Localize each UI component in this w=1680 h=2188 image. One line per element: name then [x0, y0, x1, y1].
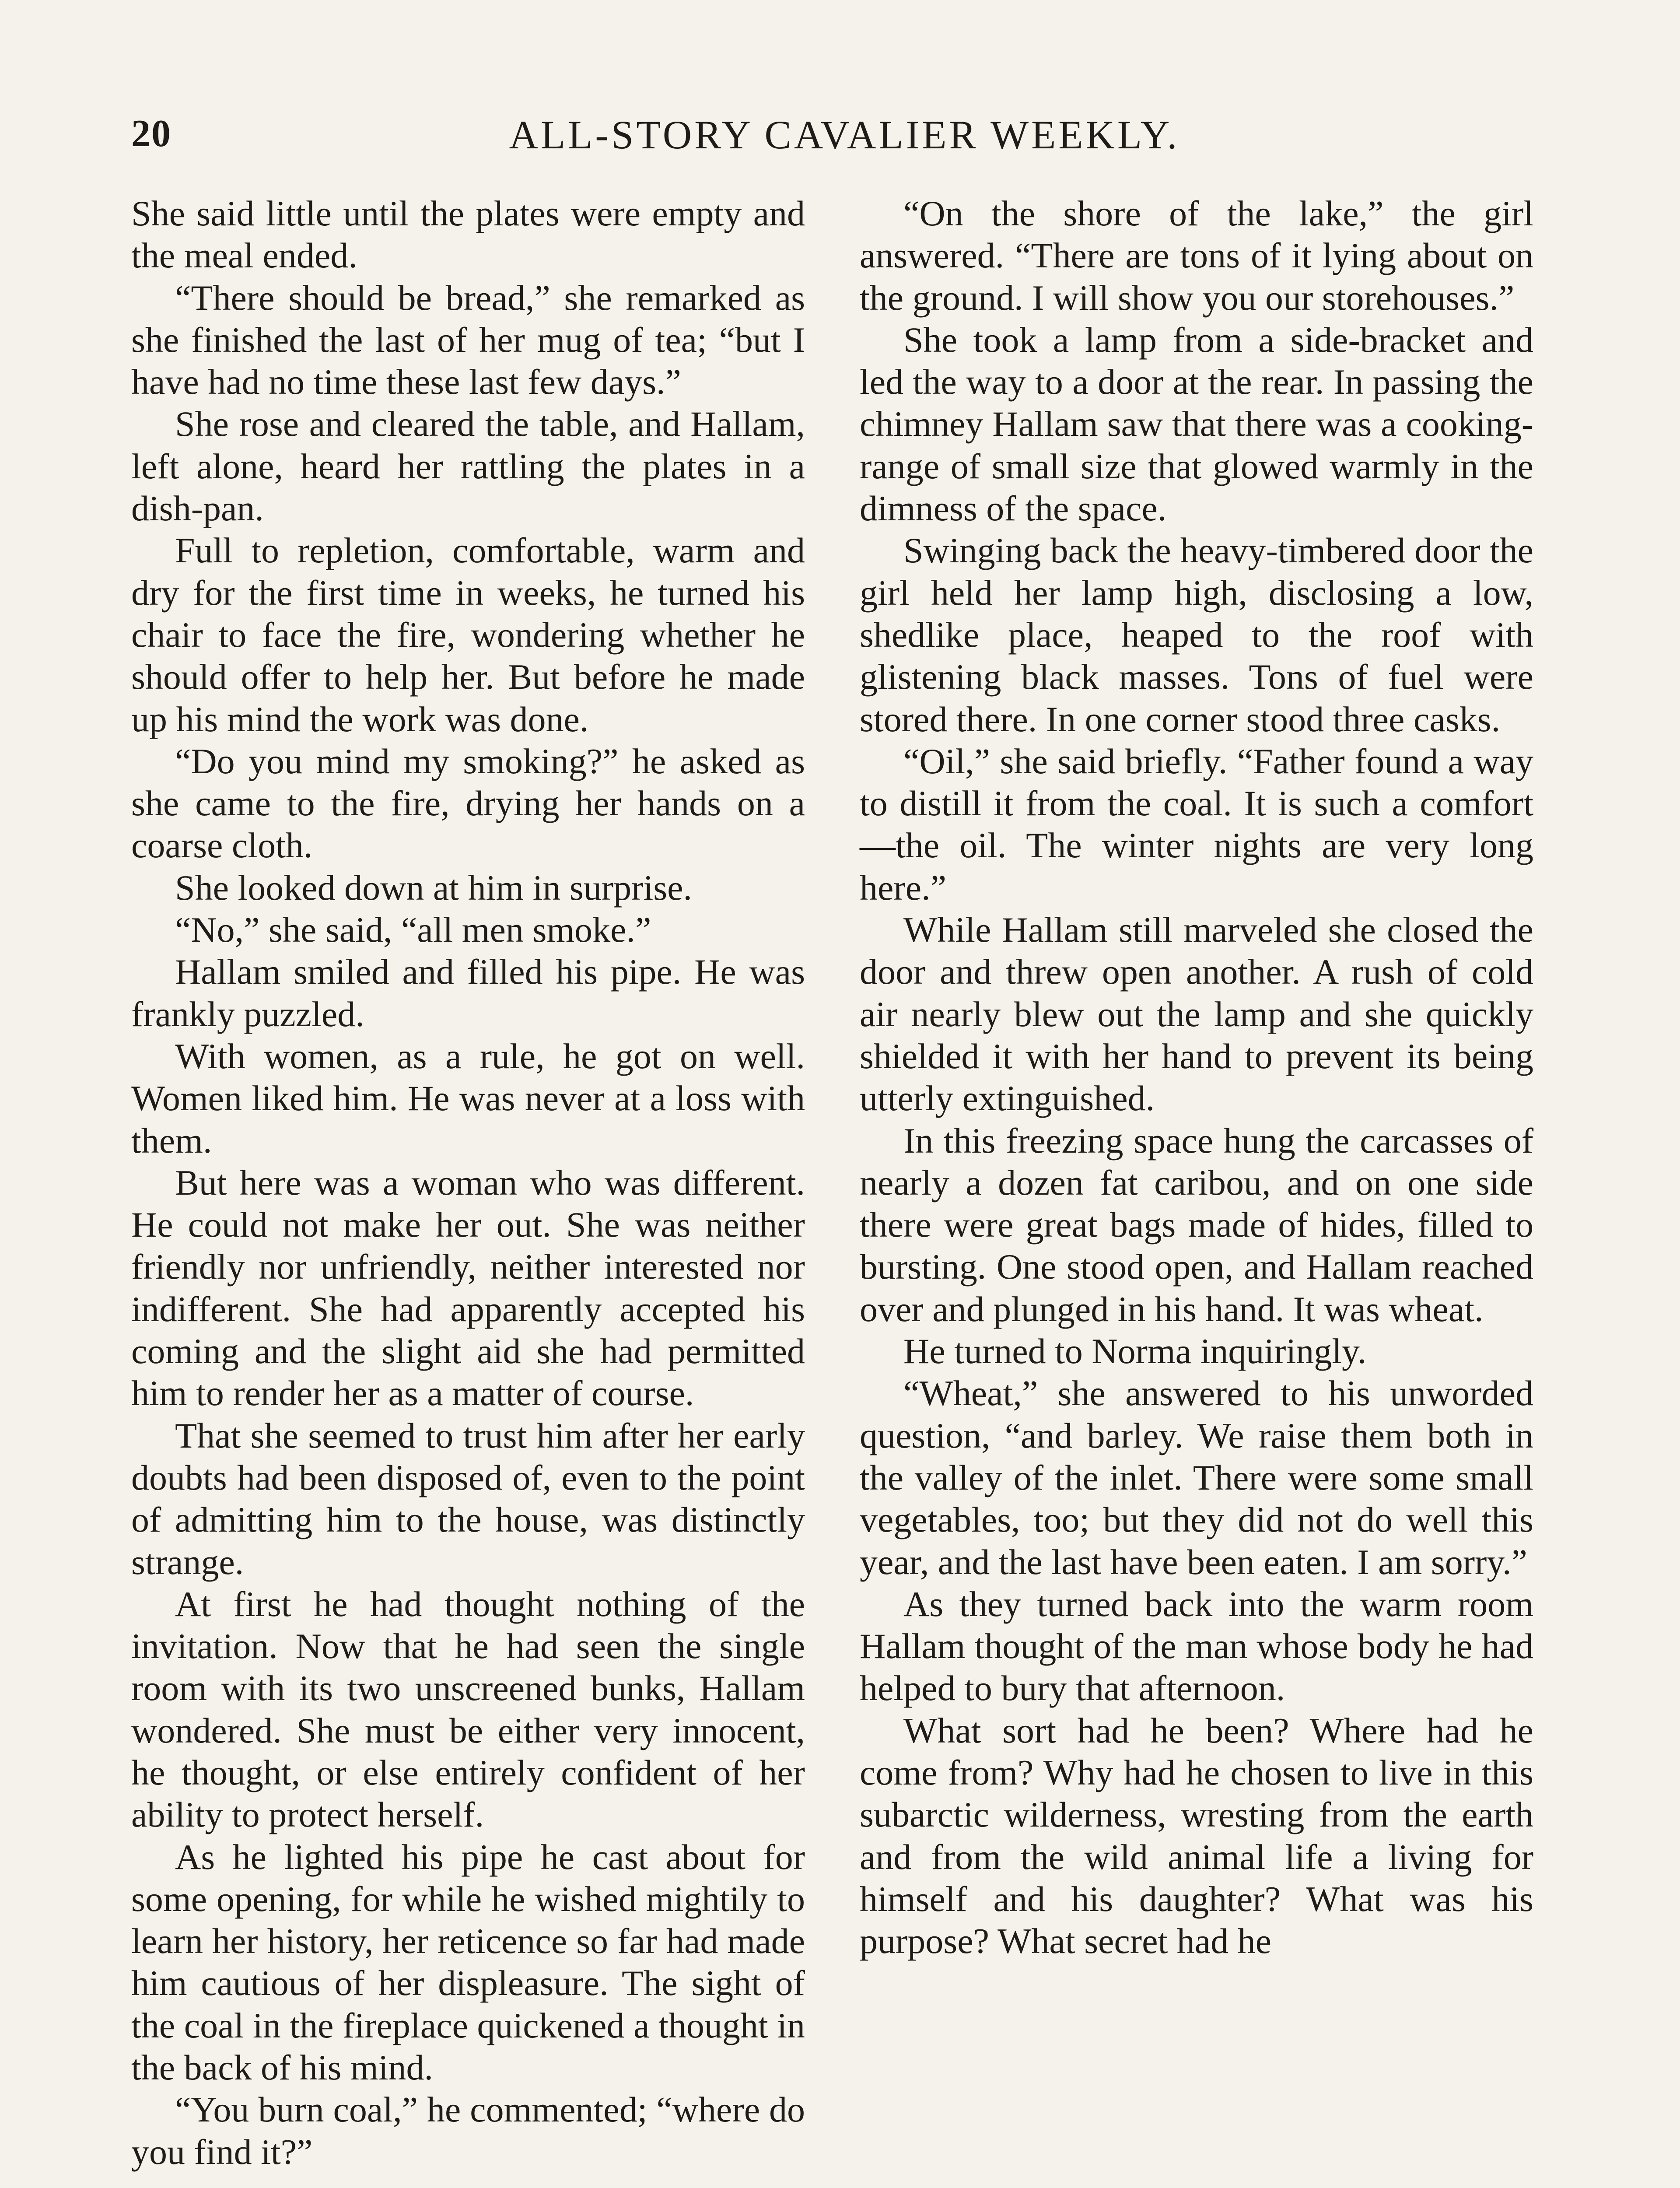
- paragraph: As he lighted his pipe he cast about for some opening, for while he wished mightily to learn her history, her reticence so far had made him cautious of her displeasure. The sight of the coal in the fireplace quickened a thought in the back of his mind.: [131, 1837, 805, 2088]
- paragraph: “Do you mind my smoking?” he asked as she came to the fire, drying her hands on a coarse cloth.: [131, 741, 805, 866]
- paragraph: In this freezing space hung the carcasses of nearly a dozen fat caribou, and on one side there were great bags made of hides, filled to bursting. One stood open, and Hallam reached over and plunged in his hand. It was wheat.: [860, 1120, 1533, 1329]
- page-number: 20: [131, 112, 172, 155]
- paragraph: “Oil,” she said briefly. “Father found a way to distill it from the coal. It is such a comfort—the oil. The winter nights are very long here.”: [860, 741, 1533, 908]
- paragraph: That she seemed to trust him after her early doubts had been disposed of, even to the point of admitting him to the house, was distinctly strange.: [131, 1415, 805, 1582]
- paragraph: At first he had thought nothing of the invitation. Now that he had seen the single room with its two unscreened bunks, Hallam wondered. She must be either very innocent, he thought, or else entirely confident of her ability to protect herself.: [131, 1584, 805, 1835]
- paragraph: What sort had he been? Where had he come from? Why had he chosen to live in this subarctic wilderness, wresting from the earth and from the wild animal life a living for himself and his daughter? What was his purpose? What secret had he: [860, 1710, 1533, 1961]
- paragraph: She took a lamp from a side-bracket and led the way to a door at the rear. In passing the chimney Hallam saw that there was a cooking-range of small size that glowed warmly in the dimness of the space.: [860, 319, 1533, 529]
- paragraph: Hallam smiled and filled his pipe. He was frankly puzzled.: [131, 952, 805, 1034]
- paragraph: Swinging back the heavy-timbered door the girl held her lamp high, disclosing a low, shedlike place, heaped to the roof with glistening black masses. Tons of fuel were stored there. In one corner stood three casks.: [860, 530, 1533, 739]
- paragraph: “No,” she said, “all men smoke.”: [175, 910, 651, 950]
- paragraph: Full to repletion, comfortable, warm and dry for the first time in weeks, he turned his chair to face the fire, wondering whether he should offer to help her. But before he made up his mind the work was done.: [131, 530, 805, 739]
- page-header: [131, 103, 1558, 168]
- paragraph: As they turned back into the warm room Hallam thought of the man whose body he had helped to bury that afternoon.: [860, 1584, 1533, 1708]
- paragraph: She said little until the plates were empty and the meal ended.: [131, 193, 805, 276]
- paragraph: With women, as a rule, he got on well. Women liked him. He was never at a loss with them.: [131, 1036, 805, 1161]
- paragraph: He turned to Norma inquiringly.: [903, 1331, 1367, 1371]
- paragraph: “You burn coal,” he commented; “where do you find it?”: [131, 2090, 805, 2172]
- right-column: [860, 193, 1533, 1962]
- paragraph: She looked down at him in surprise.: [175, 867, 693, 908]
- running-title: ALL-STORY CAVALIER WEEKLY.: [509, 112, 1180, 157]
- paragraph: “Wheat,” she answered to his unworded question, “and barley. We raise them both in the valley of the inlet. There were some small vegetables, too; but they did not do well this year, and the last have been eaten. I am sorry.”: [860, 1373, 1533, 1582]
- paragraph: “There should be bread,” she remarked as she finished the last of her mug of tea; “but I have had no time these last few days.”: [131, 277, 805, 402]
- paragraph: She rose and cleared the table, and Hallam, left alone, heard her rattling the plates in a dish-pan.: [131, 404, 805, 529]
- left-column: [131, 193, 805, 2173]
- paragraph: But here was a woman who was different. He could not make her out. She was neither friendly nor unfriendly, neither interested nor indifferent. She had apparently accepted his coming and the slight aid she had permitted him to render her as a matter of course.: [131, 1162, 805, 1413]
- paragraph: While Hallam still marveled she closed the door and threw open another. A rush of cold air nearly blew out the lamp and she quickly shielded it with her hand to prevent its being utterly extinguished.: [860, 910, 1533, 1119]
- paragraph: “On the shore of the lake,” the girl answered. “There are tons of it lying about on the ground. I will show you our storehouses.”: [860, 193, 1533, 318]
